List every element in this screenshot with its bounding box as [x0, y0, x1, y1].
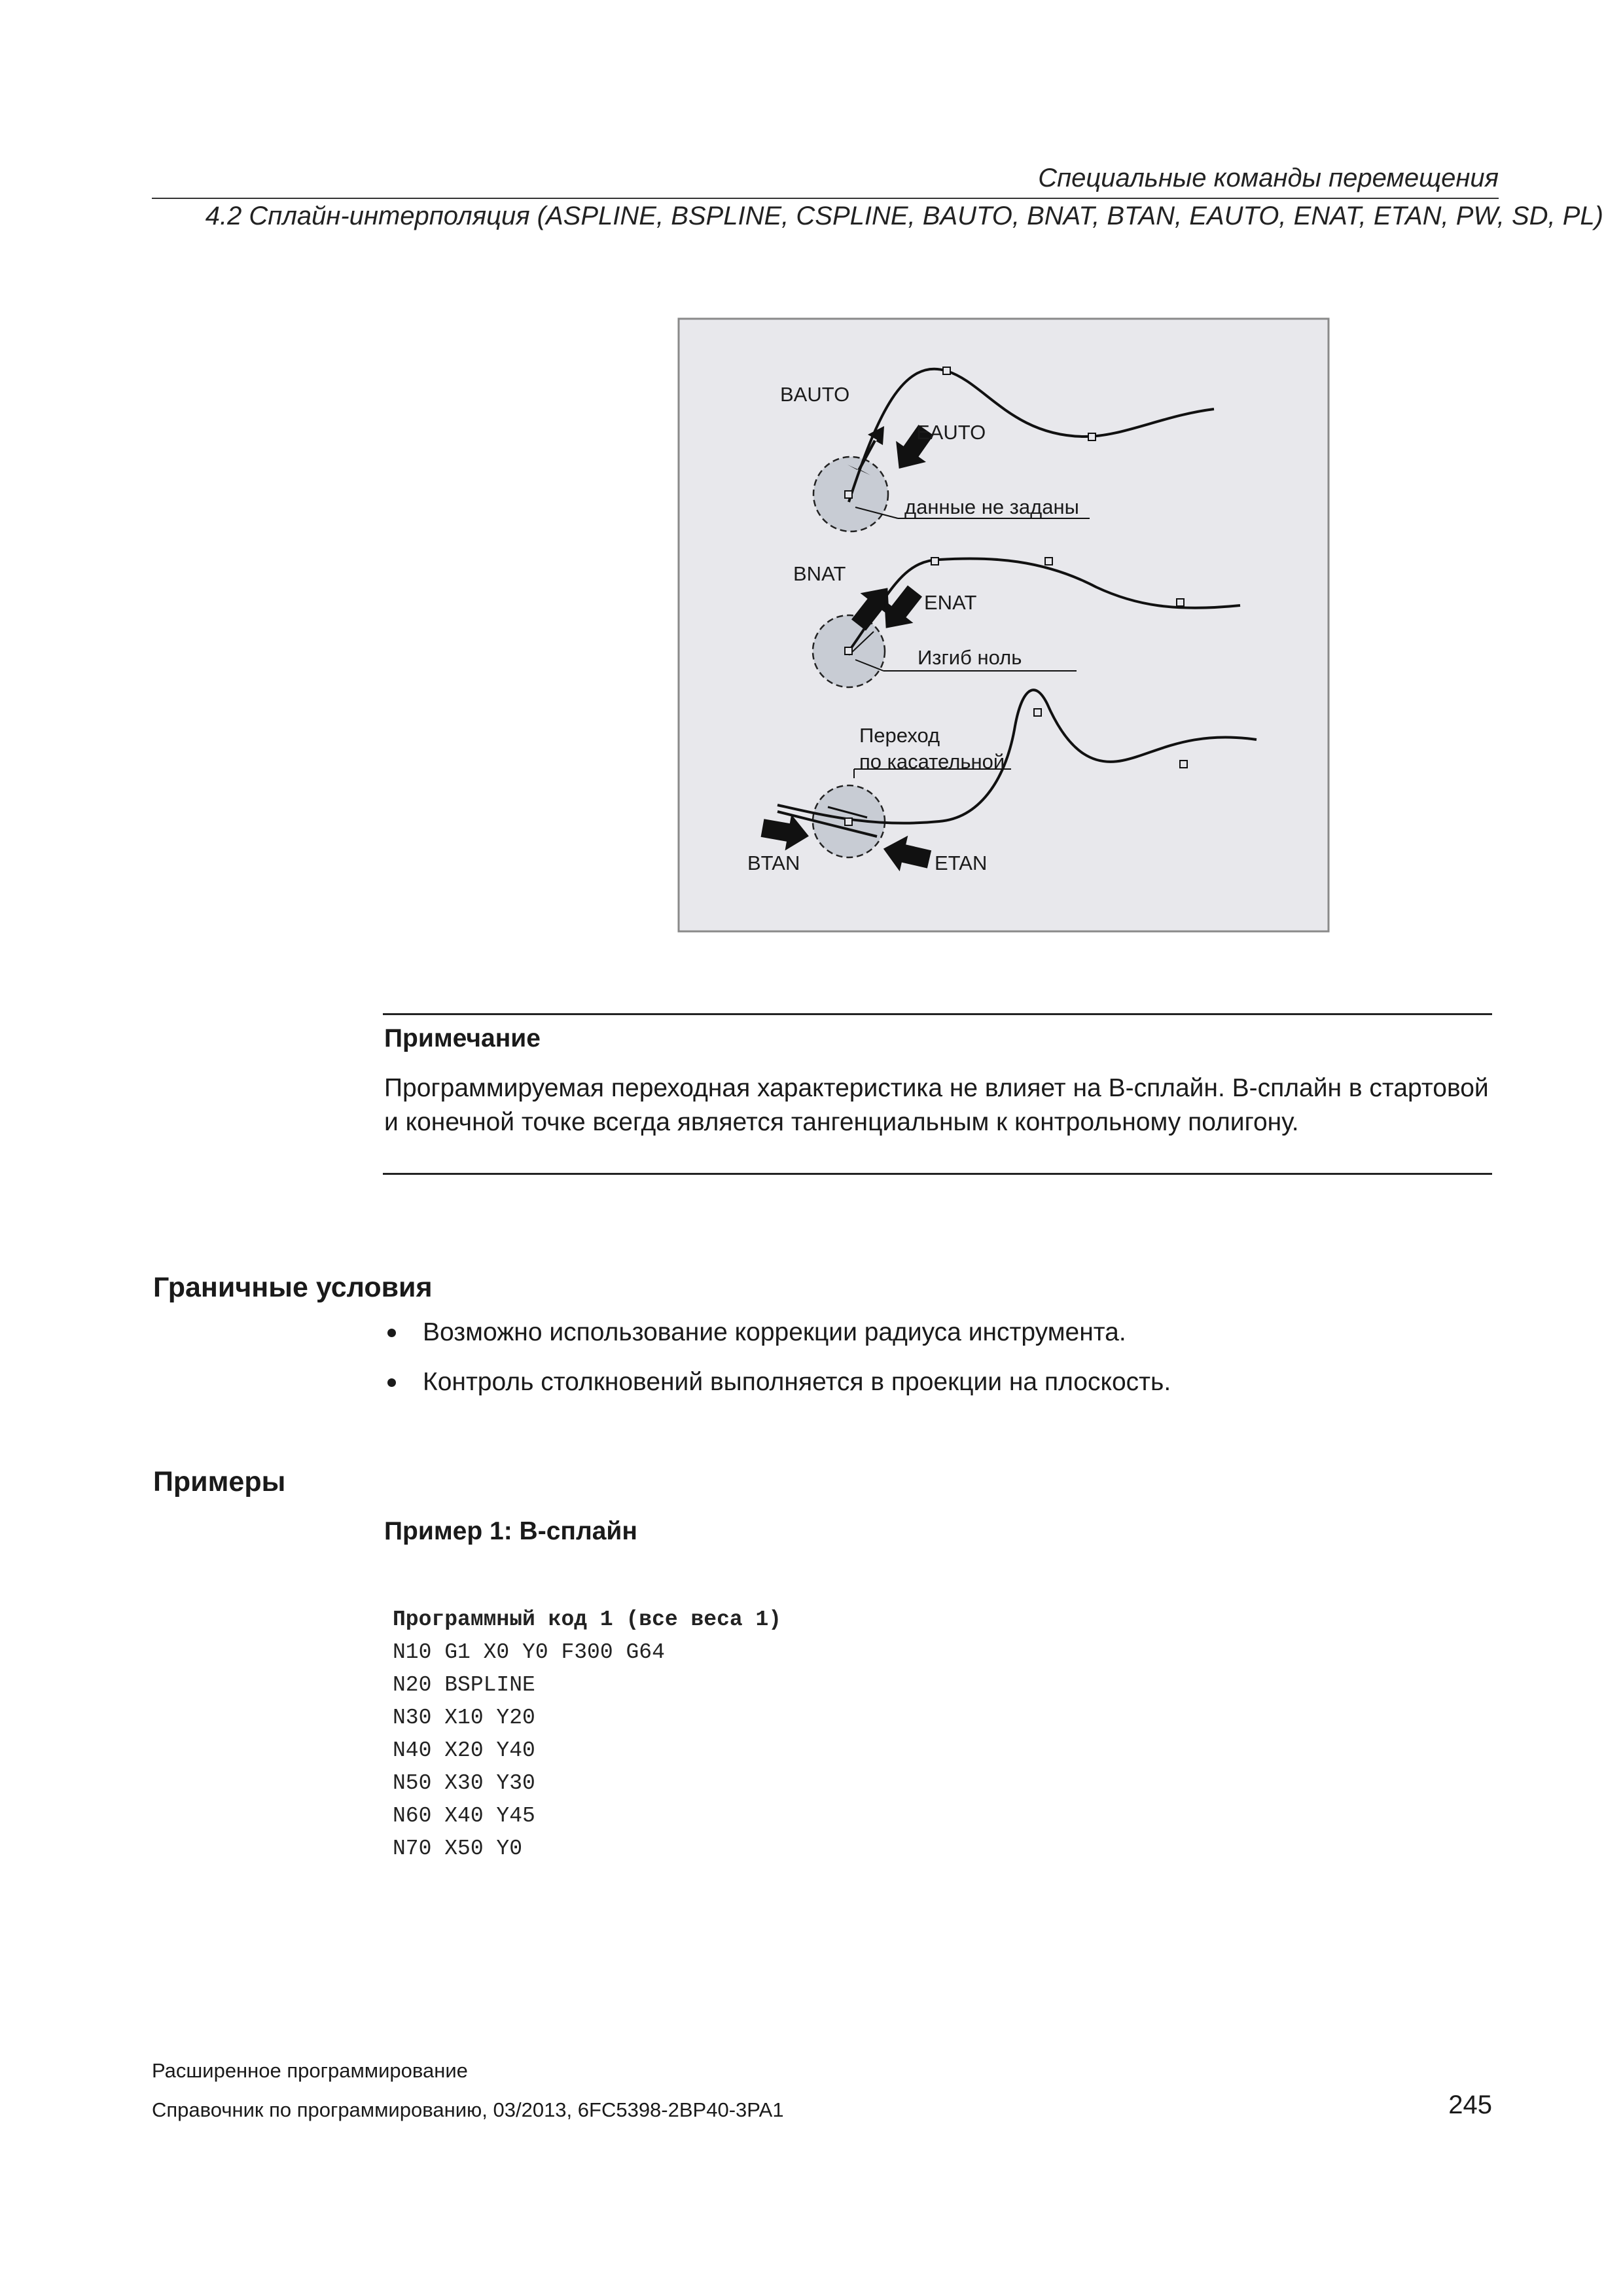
etan-label: ETAN: [935, 852, 988, 874]
control-point: [845, 647, 852, 655]
code-header: Программный код 1 (все веса 1): [393, 1607, 782, 1632]
note-title: Примечание: [384, 1024, 541, 1052]
code-line: N10 G1 X0 Y0 F300 G64: [393, 1640, 665, 1664]
zero-bend-label: Изгиб ноль: [918, 646, 1022, 669]
footer-book-title: Расширенное программирование: [152, 2059, 468, 2082]
boundary-list: [386, 1316, 1171, 1415]
code-line: N70 X50 Y0: [393, 1837, 523, 1861]
note-rule-top: [383, 1013, 1492, 1015]
control-point: [1034, 709, 1041, 716]
control-point: [845, 491, 852, 498]
control-point: [1045, 558, 1052, 565]
bauto-label: BAUTO: [780, 383, 850, 406]
no-data-label: данные не заданы: [904, 495, 1079, 518]
transition-label-2: по касательной: [859, 750, 1005, 773]
header-rule: [152, 198, 1499, 199]
section-title: Специальные команды перемещения: [1038, 164, 1499, 192]
code-line: N60 X40 Y45: [393, 1804, 535, 1828]
list-item: Возможно использование коррекции радиуса инструмента.: [386, 1316, 1171, 1350]
control-point: [1177, 599, 1184, 606]
boundary-heading: Граничные условия: [153, 1272, 433, 1303]
note-text: Программируемая переходная характеристика не влияет на B-сплайн. B-сплайн в стартовой и конечной точке всегда является тангенциальным к контрольному полигону.: [384, 1074, 1489, 1136]
enat-label: ENAT: [924, 591, 977, 614]
control-point: [931, 558, 938, 565]
code-line: N40 X20 Y40: [393, 1738, 535, 1763]
control-point: [1088, 433, 1096, 440]
list-item: Контроль столкновений выполняется в проекции на плоскость.: [386, 1365, 1171, 1399]
btan-label: BTAN: [747, 852, 800, 874]
transition-label-1: Переход: [859, 724, 940, 747]
code-line: N20 BSPLINE: [393, 1673, 535, 1697]
chapter-title: 4.2 Сплайн-интерполяция (ASPLINE, BSPLINE, CSPLINE, BAUTO, BNAT, BTAN, EAUTO, ENAT, ETAN, PW, SD, PL): [205, 202, 1603, 230]
code-block: [393, 1604, 781, 1865]
eauto-label: EAUTO: [916, 421, 986, 444]
control-point: [943, 367, 950, 374]
spline-transition-figure: [677, 317, 1330, 933]
footer-reference: Справочник по программированию, 03/2013, 6FC5398-2BP40-3PA1: [152, 2098, 784, 2121]
control-point: [845, 818, 852, 825]
page-number: 245: [1448, 2090, 1492, 2119]
example1-title: Пример 1: B-сплайн: [384, 1517, 637, 1545]
note-rule-bottom: [383, 1173, 1492, 1175]
code-line: N30 X10 Y20: [393, 1706, 535, 1730]
code-line: N50 X30 Y30: [393, 1771, 535, 1795]
control-point: [1180, 761, 1187, 768]
bnat-label: BNAT: [793, 562, 846, 585]
examples-heading: Примеры: [153, 1466, 286, 1498]
